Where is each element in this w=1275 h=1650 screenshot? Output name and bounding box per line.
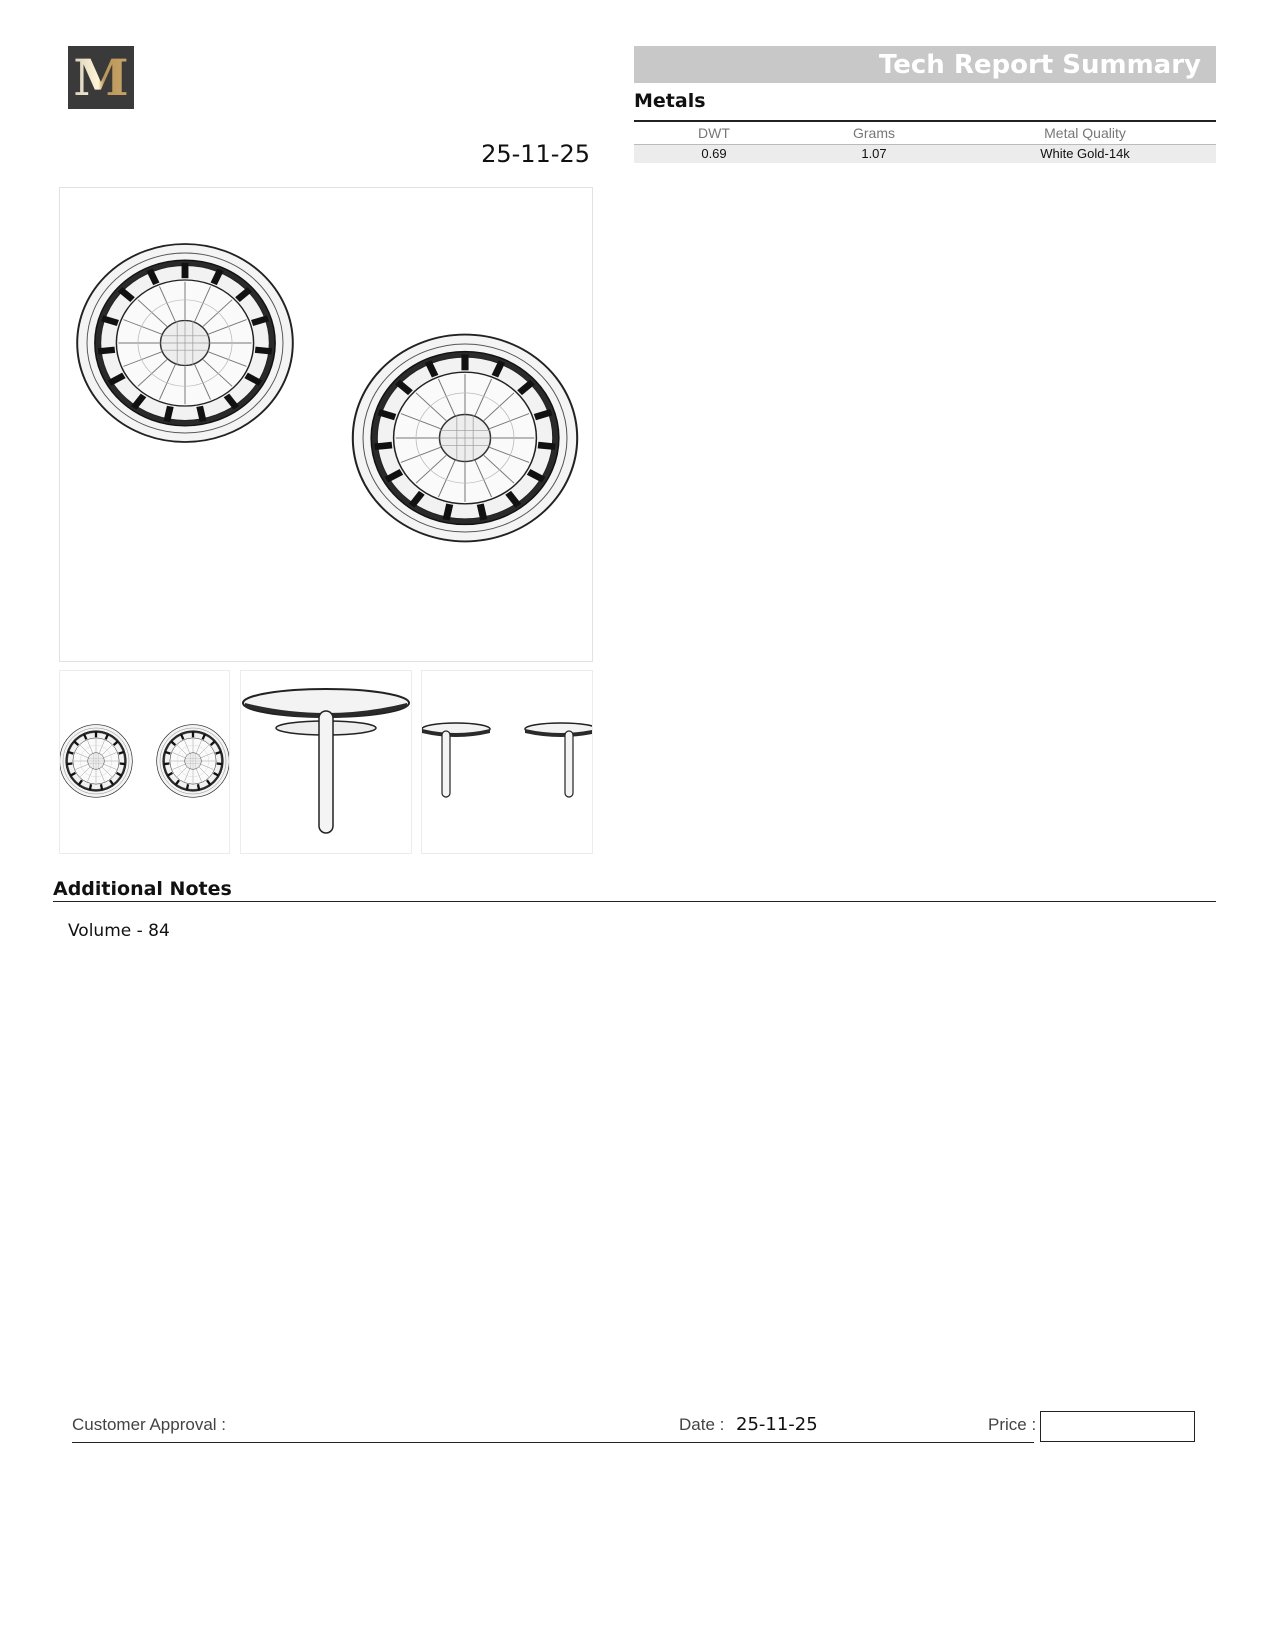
thumbnail-side-render bbox=[241, 671, 411, 853]
value-grams: 1.07 bbox=[861, 146, 887, 161]
value-dwt: 0.69 bbox=[701, 146, 727, 161]
column-metal-quality: Metal Quality bbox=[1044, 125, 1126, 141]
thumbnail-front-render bbox=[60, 671, 229, 853]
metals-value-row bbox=[634, 145, 1216, 163]
metals-header-row bbox=[634, 122, 1216, 145]
company-logo bbox=[68, 46, 134, 109]
additional-notes-heading: Additional Notes bbox=[53, 878, 232, 900]
thumbnail-side-view[interactable] bbox=[240, 670, 412, 854]
thumbnail-profile-view[interactable] bbox=[421, 670, 593, 854]
earring-pair-render bbox=[60, 188, 592, 661]
signature-line[interactable] bbox=[72, 1442, 1034, 1443]
thumbnail-profile-render bbox=[422, 671, 592, 853]
logo-letter: M bbox=[73, 47, 129, 107]
metals-heading: Metals bbox=[634, 90, 706, 112]
report-title: Tech Report Summary bbox=[878, 50, 1201, 80]
notes-divider bbox=[53, 901, 1216, 902]
thumbnail-front-view[interactable] bbox=[59, 670, 230, 854]
price-label: Price : bbox=[988, 1415, 1037, 1434]
main-product-render bbox=[59, 187, 593, 662]
column-grams: Grams bbox=[853, 125, 895, 141]
value-metal-quality: White Gold-14k bbox=[1040, 146, 1130, 161]
price-input-box[interactable] bbox=[1040, 1411, 1195, 1442]
customer-approval-label: Customer Approval : bbox=[72, 1415, 227, 1434]
column-dwt: DWT bbox=[698, 125, 730, 141]
report-date: 25-11-25 bbox=[481, 140, 590, 168]
metals-table bbox=[634, 120, 1216, 163]
notes-text: Volume - 84 bbox=[68, 921, 170, 941]
approval-date-value: 25-11-25 bbox=[736, 1414, 818, 1435]
report-title-bar bbox=[634, 46, 1216, 83]
approval-date-label: Date : bbox=[679, 1415, 725, 1434]
